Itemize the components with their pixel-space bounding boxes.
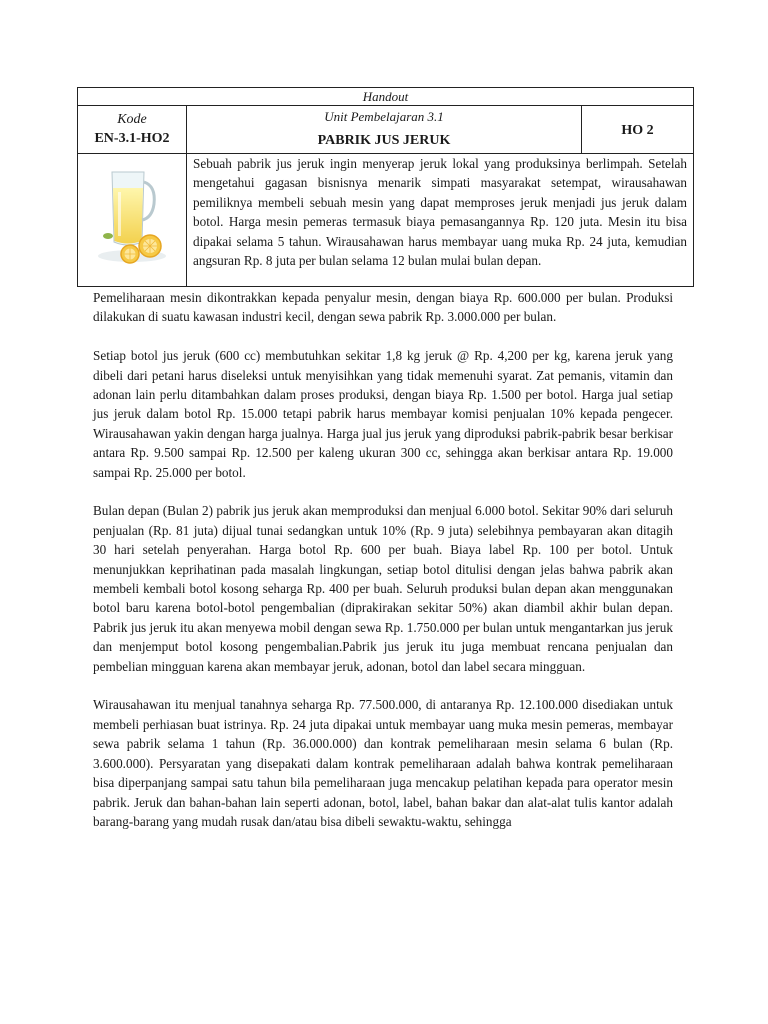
juice-illustration-cell [78, 154, 187, 287]
kode-label: Kode [117, 111, 147, 127]
unit-title: PABRIK JUS JERUK [317, 132, 451, 148]
unit-cell [187, 106, 582, 154]
ho-cell [582, 106, 694, 154]
body-paragraph-1: Pemeliharaan mesin dikontrakkan kepada penyalur mesin, dengan biaya Rp. 600.000 per bulan. Produksi dilakukan di suatu kawasan industri kecil, dengan sewa pabrik Rp. 3.000.000 per bulan. [93, 290, 673, 325]
unit-label: Unit Pembelajaran 3.1 [324, 108, 444, 124]
handout-header-table [77, 87, 694, 287]
handout-body [93, 288, 673, 851]
ho-label: HO 2 [621, 122, 654, 138]
body-paragraph-2: Setiap botol jus jeruk (600 cc) membutuhkan sekitar 1,8 kg jeruk @ Rp. 4,200 per kg, karena jeruk yang dibeli dari petani harus diseleksi untuk menyisihkan yang tidak memenuhi syarat. Zat pemanis, vitamin dan adonan lain perlu ditambahkan dalam proses produksi, dengan biaya Rp. 1.500 per botol. Harga jual setiap jus jeruk dalam botol Rp. 15.000 tetapi pabrik harus membayar komisi penjualan 10% kepada pengecer. Wirausahawan yakin dengan harga jualnya. Harga jual jus jeruk yang diproduksi pabrik-pabrik besar berkisar antara Rp. 9.500 sampai Rp. 12.500 per kaleng ukuran 300 cc, sehingga akan berkisar antara Rp. 19.000 sampai Rp. 25.000 per botol. [93, 348, 673, 480]
intro-cell [187, 154, 694, 287]
intro-paragraph: Sebuah pabrik jus jeruk ingin menyerap jeruk lokal yang produksinya berlimpah. Setelah mengetahui gagasan bisnisnya menarik simpati masyarakat setempat, wirausahawan pemiliknya membeli sebuah mesin yang dapat memproses jeruk menjadi jus jeruk dalam botol. Harga mesin pemeras termasuk biaya pemasangannya Rp. 120 juta. Mesin itu bisa dipakai selama 5 tahun. Wirausahawan harus membayar uang muka Rp. 24 juta, kemudian angsuran Rp. 8 juta per bulan selama 12 bulan mulai bulan depan. [193, 156, 687, 269]
body-paragraph-3: Bulan depan (Bulan 2) pabrik jus jeruk akan memproduksi dan menjual 6.000 botol. Sekitar 90% dari seluruh penjualan (Rp. 81 juta) dijual tunai sedangkan untuk 10% (Rp. 9 juta) selebihnya pembayaran akan ditagih 30 hari setelah penyerahan. Harga botol Rp. 600 per buah. Biaya label Rp. 100 per botol. Untuk menunjukkan keprihatinan pada masalah lingkungan, setiap botol ditulisi dengan jelas bahwa pabrik akan membeli kembali botol kosong seharga Rp. 400 per buah. Seluruh produksi bulan depan akan menggunakan botol baru karena botol-botol pengembalian (diprakirakan sekitar 50%) akan diambil akhir bulan depan. Pabrik jus jeruk itu akan menyewa mobil dengan sewa Rp. 1.750.000 per bulan untuk mengantarkan jus jeruk dan menjemput botol kosong pengembalian.Pabrik jus jeruk itu juga membuat rencana penjualan dan pembelian mingguan karena akan membayar jeruk, adonan, botol dan label secara mingguan. [93, 503, 673, 674]
body-paragraph-4: Wirausahawan itu menjual tanahnya seharga Rp. 77.500.000, di antaranya Rp. 12.100.000 disediakan untuk membeli perhiasan buat istrinya. Rp. 24 juta dipakai untuk membayar uang muka mesin pemeras, membayar sewa pabrik selama 1 tahun (Rp. 36.000.000) dan kontrak pemeliharaan mesin selama 6 bulan (Rp. 3.600.000). Persyaratan yang disepakati dalam kontrak pemeliharaan adalah bahwa kontrak pemeliharaan bisa diperpanjang sampai satu tahun bila pemeliharaan juga mencakup pelatihan kepada para operator mesin pabrik. Jeruk dan bahan-bahan lain seperti adonan, botol, label, bahan bakar dan alat-alat tulis kantor adalah barang-barang yang mudah rusak dan/atau bisa dibeli sewaktu-waktu, sehingga [93, 697, 673, 829]
orange-juice-illustration [92, 160, 172, 270]
kode-value: EN-3.1-HO2 [94, 130, 170, 146]
kode-cell [78, 106, 187, 154]
handout-label: Handout [78, 88, 694, 106]
